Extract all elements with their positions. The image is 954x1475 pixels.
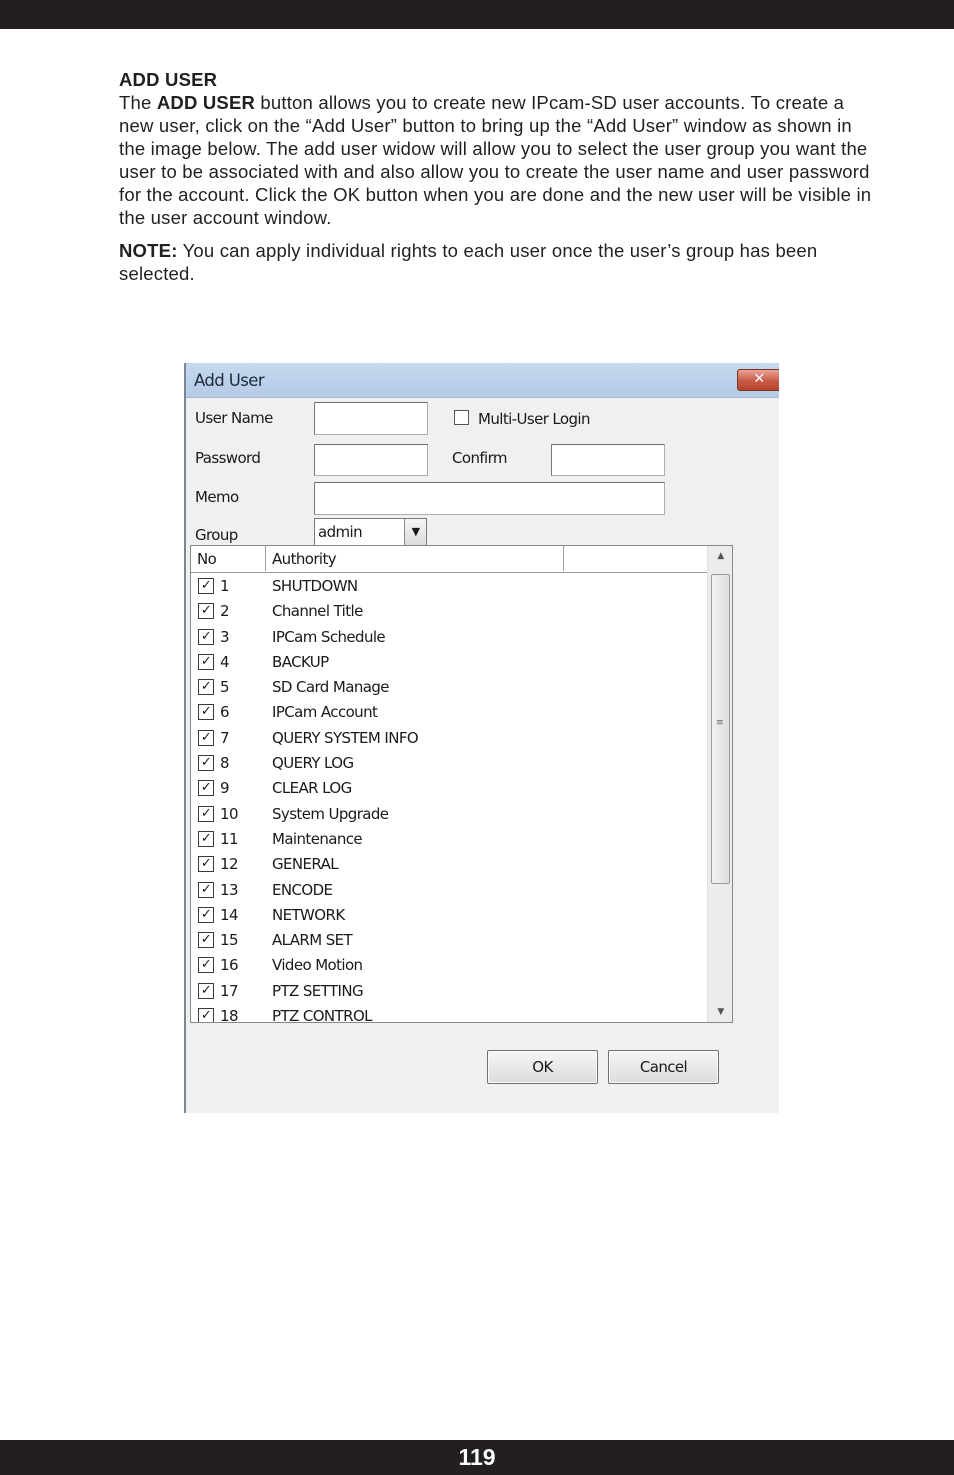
row-number: 17 xyxy=(220,981,238,1000)
note-paragraph xyxy=(119,239,883,285)
page-number: 119 xyxy=(458,1444,496,1470)
note-label: NOTE: xyxy=(119,240,178,261)
checkbox-checked-icon[interactable]: ✓ xyxy=(198,629,214,645)
list-item[interactable] xyxy=(191,851,707,876)
scroll-up-icon[interactable]: ▲ xyxy=(717,551,724,561)
checkbox-checked-icon[interactable]: ✓ xyxy=(198,654,214,670)
text-block xyxy=(119,68,883,285)
group-label: Group xyxy=(195,526,238,544)
checkbox-checked-icon[interactable]: ✓ xyxy=(198,704,214,720)
group-selected-value: admin xyxy=(318,523,362,541)
list-item[interactable] xyxy=(191,952,707,977)
user-name-label: User Name xyxy=(195,409,273,427)
intro-pre: The xyxy=(119,92,157,113)
intro-bold: ADD USER xyxy=(156,92,256,113)
checkbox-checked-icon[interactable]: ✓ xyxy=(198,932,214,948)
row-authority: QUERY SYSTEM INFO xyxy=(272,728,419,747)
row-number: 8 xyxy=(220,754,229,773)
checkbox-checked-icon[interactable]: ✓ xyxy=(198,755,214,771)
list-item[interactable] xyxy=(191,725,707,750)
checkbox-checked-icon[interactable]: ✓ xyxy=(198,907,214,923)
multi-user-login-label: Multi-User Login xyxy=(478,410,590,428)
list-item[interactable] xyxy=(191,978,707,1003)
checkbox-checked-icon[interactable]: ✓ xyxy=(198,957,214,973)
row-number: 2 xyxy=(220,602,229,621)
row-number: 12 xyxy=(220,855,238,874)
dialog-title: Add User xyxy=(194,371,264,390)
row-authority: Video Motion xyxy=(272,956,363,975)
scroll-down-icon[interactable]: ▼ xyxy=(717,1007,724,1017)
list-item[interactable] xyxy=(191,902,707,927)
row-authority: GENERAL xyxy=(272,855,339,874)
list-item[interactable] xyxy=(191,877,707,902)
row-number: 13 xyxy=(220,880,238,899)
list-header xyxy=(191,546,707,573)
multi-user-login-checkbox[interactable] xyxy=(454,410,469,425)
checkbox-checked-icon[interactable]: ✓ xyxy=(198,806,214,822)
list-item[interactable] xyxy=(191,598,707,623)
checkbox-checked-icon[interactable]: ✓ xyxy=(198,679,214,695)
row-number: 10 xyxy=(220,804,238,823)
checkbox-checked-icon[interactable]: ✓ xyxy=(198,603,214,619)
list-item[interactable] xyxy=(191,674,707,699)
authority-rows xyxy=(191,573,707,1023)
intro-post: button allows you to create new IPcam-SD user accounts. To create a new user, click on the “Add User” button to bring up the “Add User” window as shown in the image below. The add user widow will allow you to select the user group you want the user to be associated with and also allow you to create the user name and user password for the account. Click the OK button when you are done and the new user will be visible in the user account window. xyxy=(119,92,872,228)
memo-input[interactable] xyxy=(314,482,665,515)
checkbox-checked-icon[interactable]: ✓ xyxy=(198,983,214,999)
row-number: 1 xyxy=(220,577,229,595)
row-authority: SD Card Manage xyxy=(272,678,389,697)
confirm-password-input[interactable] xyxy=(551,444,665,476)
row-authority: Maintenance xyxy=(272,829,362,848)
list-item[interactable] xyxy=(191,699,707,724)
row-number: 9 xyxy=(220,779,229,798)
row-number: 3 xyxy=(220,627,229,646)
row-number: 15 xyxy=(220,931,238,950)
list-item[interactable] xyxy=(191,927,707,952)
row-number: 4 xyxy=(220,652,229,671)
column-header-no[interactable]: No xyxy=(191,546,266,571)
row-authority: QUERY LOG xyxy=(272,754,354,773)
row-number: 14 xyxy=(220,905,238,924)
row-number: 5 xyxy=(220,678,229,697)
list-item[interactable] xyxy=(191,750,707,775)
row-authority: Channel Title xyxy=(272,602,363,621)
row-authority: System Upgrade xyxy=(272,804,389,823)
list-item[interactable] xyxy=(191,573,707,598)
grip-icon: ≡ xyxy=(716,718,723,728)
ok-button[interactable]: OK xyxy=(487,1050,598,1084)
intro-paragraph xyxy=(119,91,883,229)
list-scrollbar[interactable] xyxy=(707,546,733,1022)
row-number: 18 xyxy=(220,1007,238,1023)
checkbox-checked-icon[interactable]: ✓ xyxy=(198,730,214,746)
checkbox-checked-icon[interactable]: ✓ xyxy=(198,831,214,847)
row-number: 11 xyxy=(220,829,238,848)
chevron-down-icon[interactable]: ▼ xyxy=(404,519,426,545)
password-input[interactable] xyxy=(314,444,428,476)
row-number: 16 xyxy=(220,956,238,975)
list-item[interactable] xyxy=(191,1003,707,1023)
row-authority: SHUTDOWN xyxy=(272,577,358,595)
row-authority: ENCODE xyxy=(272,880,333,899)
list-item[interactable] xyxy=(191,775,707,800)
list-item[interactable] xyxy=(191,624,707,649)
row-number: 6 xyxy=(220,703,229,722)
header-bar xyxy=(0,0,954,29)
list-item[interactable] xyxy=(191,826,707,851)
user-name-input[interactable] xyxy=(314,402,428,435)
checkbox-checked-icon[interactable]: ✓ xyxy=(198,882,214,898)
checkbox-checked-icon[interactable]: ✓ xyxy=(198,856,214,872)
row-authority: CLEAR LOG xyxy=(272,779,352,798)
row-authority: NETWORK xyxy=(272,905,345,924)
row-authority: PTZ SETTING xyxy=(272,981,363,1000)
add-user-dialog xyxy=(184,363,779,1113)
password-label: Password xyxy=(195,449,261,467)
authority-list xyxy=(190,545,733,1023)
close-icon[interactable]: ✕ xyxy=(737,369,779,391)
checkbox-checked-icon[interactable]: ✓ xyxy=(198,1008,214,1023)
scrollbar-thumb[interactable] xyxy=(711,574,730,884)
group-select[interactable] xyxy=(314,518,427,546)
row-number: 7 xyxy=(220,728,229,747)
column-header-authority[interactable]: Authority xyxy=(266,546,564,571)
memo-label: Memo xyxy=(195,488,239,506)
list-item[interactable] xyxy=(191,801,707,826)
cancel-button[interactable]: Cancel xyxy=(608,1050,719,1084)
row-authority: IPCam Schedule xyxy=(272,627,386,646)
row-authority: PTZ CONTROL xyxy=(272,1007,372,1023)
row-authority: IPCam Account xyxy=(272,703,378,722)
note-text: You can apply individual rights to each user once the user’s group has been selected. xyxy=(119,240,818,284)
list-item[interactable] xyxy=(191,649,707,674)
confirm-label: Confirm xyxy=(452,449,507,467)
dialog-titlebar xyxy=(186,363,779,398)
section-heading: ADD USER xyxy=(119,69,218,90)
row-authority: BACKUP xyxy=(272,652,329,671)
row-authority: ALARM SET xyxy=(272,931,353,950)
checkbox-checked-icon[interactable]: ✓ xyxy=(198,780,214,796)
footer-bar xyxy=(0,1440,954,1475)
checkbox-checked-icon[interactable]: ✓ xyxy=(198,578,214,594)
